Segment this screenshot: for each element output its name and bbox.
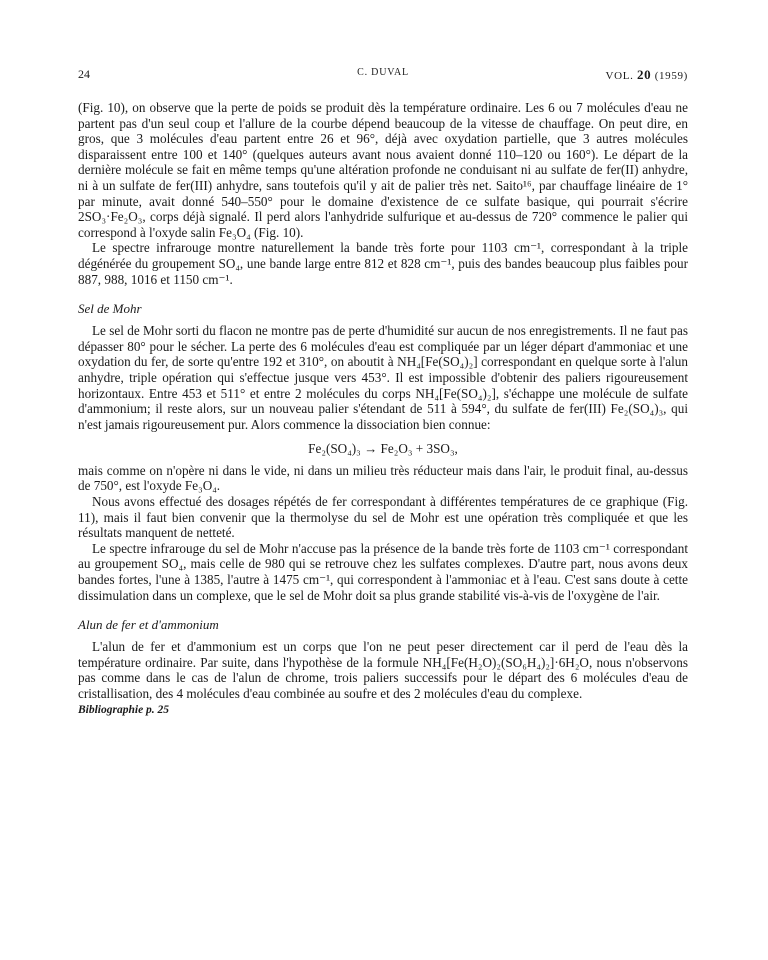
paragraph-continued: (Fig. 10), on observe que la perte de poids se produit dès la température ordinaire. Les 6 ou 7 molécules d'eau ne partent pas d'un seul coup et l'allure de la courbe dépend beaucoup de la vitesse de chauffage. On peut dire, en gros, que 3 molécules d'eau partent entre 26 et 96°, déjà avec oxydation partielle, que 3 autres molécules disparaissent entre 100 et 140° (quelques auteurs avant nous avaient donné 110–120 ou 160°). Le départ de la dernière molécule se fait en même temps qu'une altération profonde ne conduisant ni au sulfate de fer(II) anhydre, ni à un sulfate de fer(III) anhydre, sans toutefois qu'il y ait de palier très net. Saito¹⁶, par chauffage linéaire de 1° par minute, avait donné 540–550° pour le domaine d'existence de ce sulfate basique, qui pourrait s'écrire 2SO₃·Fe₂O₃, corps déjà signalé. Il perd alors l'anhydride sulfurique et au-dessus de 720° commence le palier qui correspond à l'oxyde salin Fe₃O₄ (Fig. 10). [78,100,688,240]
chemical-equation: Fe₂(SO₄)₃ → Fe₂O₃ + 3SO₃, [308,441,458,457]
volume-info [606,67,688,83]
section-heading-alun: Alun de fer et d'ammonium [78,617,219,633]
paragraph-mohr-infrared: Le spectre infrarouge du sel de Mohr n'accuse pas la présence de la bande très forte de 1103 cm⁻¹ correspondant au groupement SO₄, mais celle de 980 qui se retrouve chez les sulfates complexes. D'autre part, nous avons deux bandes fortes, l'une à 1385, l'autre à 1475 cm⁻¹, qui correspondent à l'ammoniac et à l'eau. C'est sans doute à cette dissimulation dans un complexe, que le sel de Mohr doit sa plus grande stabilité vis-à-vis de l'oxygène de l'air. [78,540,688,603]
page-number: 24 [78,67,90,81]
volume-label: VOL. [605,70,634,82]
article-body [78,100,688,716]
bibliography-reference: Bibliographie p. 25 [78,703,170,716]
paragraph-iron-dosages: Nous avons effectué des dosages répétés de fer correspondant à différentes températures de ce graphique (Fig. 11), mais il faut bien convenir que la thermolyse du sel de Mohr est une opération très compliquée et que les résultats manquent de netteté. [78,494,688,541]
paragraph-final-product: mais comme on n'opère ni dans le vide, ni dans un milieu très réducteur mais dans l'air, le produit final, au-dessus de 750°, est l'oxyde Fe₃O₄. [78,462,688,494]
running-author: C. DUVAL [357,67,409,78]
paragraph-infrared-spectrum: Le spectre infrarouge montre naturellement la bande très forte pour 1103 cm⁻¹, correspondant à la triple dégénérée du groupement SO₄, une bande large entre 812 et 828 cm⁻¹, puis des bandes beaucoup plus faibles pour 887, 988, 1016 et 1150 cm⁻¹. [78,240,688,287]
paragraph-alun: L'alun de fer et d'ammonium est un corps que l'on ne peut peser directement car il perd de l'eau dès la température ordinaire. Par suite, dans l'hypothèse de la formule NH₄[Fe(H₂O)₂(SO₆H₄)₂]·6H₂O, nous n'observons pas comme dans le cas de l'alun de chrome, trois paliers successifs pour le départ des 6 molécules d'eau de cristallisation, des 4 molécules d'eau combinée au soufre et des 2 molécules d'eau du complexe. [78,639,688,701]
section-heading-sel-de-mohr: Sel de Mohr [78,301,142,317]
volume-number: 20 [636,67,652,82]
running-header [78,67,688,85]
paragraph-mohr-salt: Le sel de Mohr sorti du flacon ne montre pas de perte d'humidité sur aucun de nos enregistrements. Il ne faut pas dépasser 80° pour le sécher. La perte des 6 molécules d'eau est compliquée par un léger départ d'ammoniac et une oxydation du fer, de sorte qu'entre 192 et 310°, on aboutit à NH₄[Fe(SO₄)₂] correspondant en quelque sorte à l'alun anhydre, triple opération qui s'effectue jusque vers 453°. Il est impossible d'obtenir des paliers rigoureusement horizontaux. Entre 453 et 511° et entre 2 molécules du corps NH₄[Fe(SO₄)₂], s'échappe une molécule de sulfate d'ammonium; il reste alors, sur un nouveau palier s'étendant de 511 à 594°, du sulfate de fer(III) Fe₂(SO₄)₃, qui n'est jamais rigoureusement pur. Alors commence la dissociation bien connue: [78,323,688,432]
volume-year: (1959) [654,70,688,82]
